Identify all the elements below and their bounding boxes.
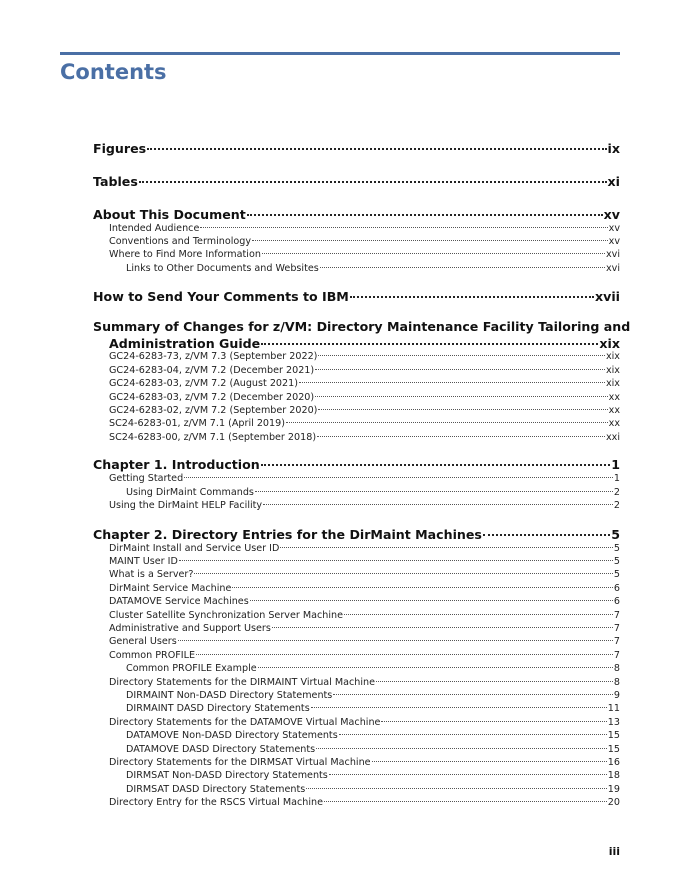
toc-entry-datamove-statements[interactable]: Directory Statements for the DATAMOVE Virtual Machine 13 (109, 717, 620, 728)
toc-entry-dirmaint-non-dasd[interactable]: DIRMAINT Non-DASD Directory Statements 9 (126, 690, 620, 701)
toc-entry-datamove-dasd[interactable]: DATAMOVE DASD Directory Statements 15 (126, 744, 620, 755)
toc-entry-general-users[interactable]: General Users 7 (109, 636, 620, 647)
toc-entry-what-is-server[interactable]: What is a Server? 5 (109, 569, 620, 580)
toc-entry-dirmaint-dasd[interactable]: DIRMAINT DASD Directory Statements 11 (126, 703, 620, 714)
toc-entry-using-commands[interactable]: Using DirMaint Commands 2 (126, 487, 620, 498)
toc-entry-dirmsat-non-dasd[interactable]: DIRMSAT Non-DASD Directory Statements 18 (126, 770, 620, 781)
toc-entry-gc02[interactable]: GC24-6283-02, z/VM 7.2 (September 2020) xx (109, 405, 620, 416)
toc-entry-chapter-2[interactable]: Chapter 2. Directory Entries for the DirMaint Machines 5 (93, 527, 620, 542)
toc-entry-rscs[interactable]: Directory Entry for the RSCS Virtual Machine 20 (109, 797, 620, 808)
toc-entry-summary-line1[interactable]: Summary of Changes for z/VM: Directory Maintenance Facility Tailoring and (93, 319, 631, 334)
toc-entry-service-machine[interactable]: DirMaint Service Machine 6 (109, 583, 620, 594)
toc-entry-common-profile[interactable]: Common PROFILE 7 (109, 650, 620, 661)
toc-entry-gc73[interactable]: GC24-6283-73, z/VM 7.3 (September 2022) xix (109, 351, 620, 362)
toc-entry-conventions[interactable]: Conventions and Terminology xv (109, 236, 620, 247)
page-number: iii (608, 845, 620, 858)
toc-entry-datamove-machines[interactable]: DATAMOVE Service Machines 6 (109, 596, 620, 607)
toc-entry-install-user[interactable]: DirMaint Install and Service User ID 5 (109, 543, 620, 554)
toc-entry-gc03-dec[interactable]: GC24-6283-03, z/VM 7.2 (December 2020) xx (109, 392, 620, 403)
toc-entry-admin-users[interactable]: Administrative and Support Users 7 (109, 623, 620, 634)
toc-entry-intended-audience[interactable]: Intended Audience xv (109, 223, 620, 234)
toc-entry-getting-started[interactable]: Getting Started 1 (109, 473, 620, 484)
toc-entry-sc01[interactable]: SC24-6283-01, z/VM 7.1 (April 2019) xx (109, 418, 620, 429)
page-title: Contents (60, 60, 167, 84)
toc-entry-maint-user[interactable]: MAINT User ID 5 (109, 556, 620, 567)
toc-entry-chapter-1[interactable]: Chapter 1. Introduction 1 (93, 457, 620, 472)
toc-entry-sc00[interactable]: SC24-6283-00, z/VM 7.1 (September 2018) xxi (109, 432, 620, 443)
toc-entry-more-info[interactable]: Where to Find More Information xvi (109, 249, 620, 260)
toc-entry-cluster-satellite[interactable]: Cluster Satellite Synchronization Server Machine 7 (109, 610, 620, 621)
toc-entry-gc03-aug[interactable]: GC24-6283-03, z/VM 7.2 (August 2021) xix (109, 378, 620, 389)
toc-entry-about[interactable]: About This Document xv (93, 207, 620, 222)
toc-entry-figures[interactable]: Figures ix (93, 141, 620, 156)
toc-entry-summary[interactable]: Administration Guide xix (109, 336, 620, 351)
toc-entry-links[interactable]: Links to Other Documents and Websites xvi (126, 263, 620, 274)
toc-entry-gc04[interactable]: GC24-6283-04, z/VM 7.2 (December 2021) xix (109, 365, 620, 376)
toc-entry-profile-example[interactable]: Common PROFILE Example 8 (126, 663, 620, 674)
top-rule (60, 52, 620, 55)
toc-entry-dirmsat-dasd[interactable]: DIRMSAT DASD Directory Statements 19 (126, 784, 620, 795)
toc-entry-tables[interactable]: Tables xi (93, 174, 620, 189)
toc-entry-datamove-non-dasd[interactable]: DATAMOVE Non-DASD Directory Statements 15 (126, 730, 620, 741)
toc-entry-dirmsat-statements[interactable]: Directory Statements for the DIRMSAT Virtual Machine 16 (109, 757, 620, 768)
toc-entry-help-facility[interactable]: Using the DirMaint HELP Facility 2 (109, 500, 620, 511)
toc-entry-comments[interactable]: How to Send Your Comments to IBM xvii (93, 289, 620, 304)
toc-entry-dirmaint-statements[interactable]: Directory Statements for the DIRMAINT Virtual Machine 8 (109, 677, 620, 688)
